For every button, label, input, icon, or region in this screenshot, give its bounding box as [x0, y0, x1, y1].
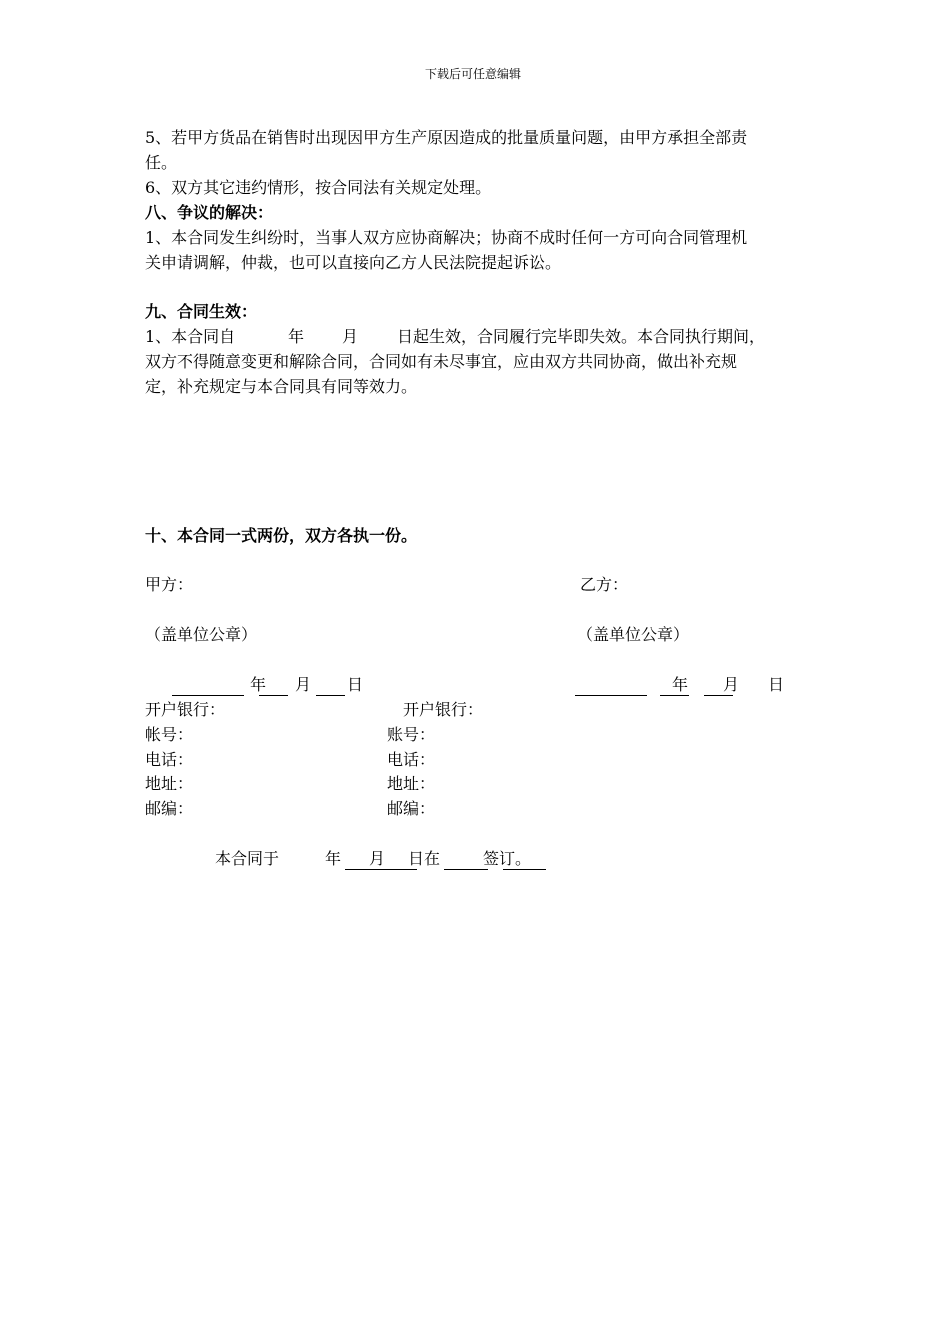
clause-9-1-year: 年 [288, 327, 305, 346]
party-b-day: 日 [768, 675, 785, 694]
party-b-phone: 电话： [387, 750, 436, 769]
signing-place-blank [444, 869, 488, 870]
clause-9-1-month: 月 [342, 327, 359, 346]
party-a-date-blank [172, 695, 244, 696]
party-a-day: 日 [347, 675, 364, 694]
clause-7-6: 6、双方其它违约情形，按合同法有关规定处理。 [145, 178, 492, 197]
party-b-month-blank [704, 695, 733, 696]
section-9-heading: 九、合同生效： [145, 302, 258, 321]
party-b-postcode: 邮编： [387, 799, 436, 818]
clause-9-1-rest: 日起生效，合同履行完毕即失效。本合同执行期间， [397, 327, 766, 346]
party-a-seal: （盖单位公章） [145, 625, 258, 644]
party-a-day-blank [316, 695, 345, 696]
party-b-month: 月 [723, 675, 740, 694]
party-b-bank: 开户银行： [403, 700, 484, 719]
party-b-year-blank [660, 695, 689, 696]
party-b-year: 年 [672, 675, 689, 694]
signing-year: 年 [325, 849, 342, 868]
section-10-heading: 十、本合同一式两份，双方各执一份。 [145, 526, 418, 545]
party-a-address: 地址： [145, 774, 194, 793]
party-a-phone: 电话： [145, 750, 194, 769]
clause-9-1-line-3: 定，补充规定与本合同具有同等效力。 [145, 377, 418, 396]
signing-day-at: 日在 [408, 849, 441, 868]
party-a-label: 甲方： [145, 575, 194, 594]
signing-month-blank [345, 869, 417, 870]
clause-7-5-line-1: 5、若甲方货品在销售时出现因甲方生产原因造成的批量质量问题，由甲方承担全部责 [145, 128, 748, 147]
party-a-bank: 开户银行： [145, 700, 226, 719]
clause-9-1-prefix: 1、本合同自 [145, 327, 236, 346]
signing-extra-blank [503, 869, 546, 870]
party-b-account: 账号： [387, 725, 436, 744]
signing-signed: 签订。 [483, 849, 532, 868]
page-header: 下载后可任意编辑 [425, 67, 522, 81]
party-a-year: 年 [250, 675, 267, 694]
party-b-seal: （盖单位公章） [577, 625, 690, 644]
clause-7-5-line-2: 任。 [145, 153, 178, 172]
section-8-heading: 八、争议的解决： [145, 203, 274, 222]
party-b-label: 乙方： [580, 575, 629, 594]
signing-prefix: 本合同于 [215, 849, 280, 868]
clause-8-1-line-2: 关申请调解，仲裁，也可以直接向乙方人民法院提起诉讼。 [145, 253, 562, 272]
party-b-address: 地址： [387, 774, 436, 793]
clause-9-1-line-2: 双方不得随意变更和解除合同，合同如有未尽事宜，应由双方共同协商，做出补充规 [145, 352, 738, 371]
party-a-postcode: 邮编： [145, 799, 194, 818]
party-b-date-blank [575, 695, 647, 696]
signing-month: 月 [369, 849, 386, 868]
party-a-account: 帐号： [145, 725, 194, 744]
party-a-month-blank [259, 695, 288, 696]
party-a-month: 月 [295, 675, 312, 694]
clause-8-1-line-1: 1、本合同发生纠纷时，当事人双方应协商解决；协商不成时任何一方可向合同管理机 [145, 228, 748, 247]
